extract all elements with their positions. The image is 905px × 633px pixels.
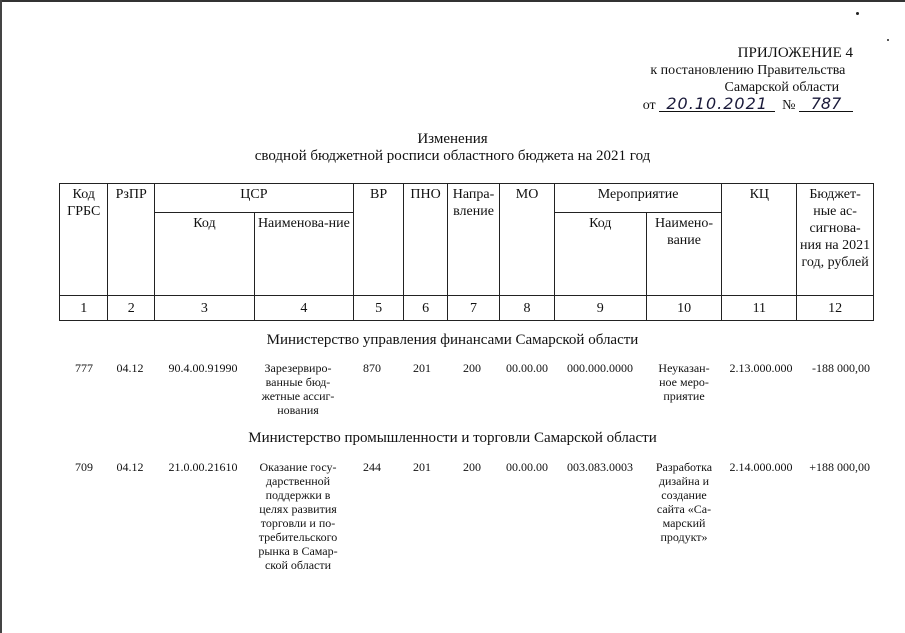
header-mo: МО bbox=[500, 184, 555, 296]
cell-mer-kod: 000.000.0000 bbox=[567, 361, 633, 375]
cell-csr-name: Оказание госу-дарственной поддержки в целях развития торговли и по-требительского рынка в Самар-ской области bbox=[258, 460, 338, 572]
appendix-line-2: к постановлению Правительства bbox=[650, 63, 846, 78]
header-vr: ВР bbox=[353, 184, 403, 296]
section-title-ministry-finance: Министерство управления финансами Самарской области bbox=[266, 332, 639, 348]
appendix-line-3: Самарской области bbox=[724, 80, 840, 95]
document-title bbox=[0, 131, 905, 165]
cell-napravlenie: 200 bbox=[463, 460, 481, 474]
document-title-line-1: Изменения bbox=[417, 131, 488, 147]
date-prefix: от bbox=[642, 98, 656, 113]
cell-mo: 00.00.00 bbox=[506, 361, 548, 375]
handwritten-number: 787 bbox=[799, 96, 853, 112]
column-number: 9 bbox=[554, 296, 646, 321]
cell-vr: 244 bbox=[363, 460, 381, 474]
header-meropriyatie: Мероприятие bbox=[554, 184, 722, 213]
column-number: 6 bbox=[404, 296, 447, 321]
scan-speck bbox=[887, 39, 889, 41]
header-mer-kod: Код bbox=[554, 213, 646, 296]
cell-rzpr: 04.12 bbox=[116, 460, 144, 474]
header-kc: КЦ bbox=[722, 184, 797, 296]
budget-table-header bbox=[59, 183, 874, 321]
header-mer-name: Наимено-вание bbox=[646, 213, 722, 296]
handwritten-date: 20.10.2021 bbox=[659, 96, 775, 112]
header-csr-kod: Код bbox=[154, 213, 254, 296]
cell-csr-kod: 90.4.00.91990 bbox=[168, 361, 238, 375]
cell-csr-kod: 21.0.00.21610 bbox=[168, 460, 238, 474]
header-csr: ЦСР bbox=[154, 184, 353, 213]
appendix-title: ПРИЛОЖЕНИЕ 4 bbox=[737, 45, 853, 61]
header-budget: Бюджет-ные ас-сигнова-ния на 2021 год, рублей bbox=[797, 184, 874, 296]
scan-left-edge bbox=[0, 0, 2, 633]
cell-grbs: 777 bbox=[75, 361, 93, 375]
cell-kc: 2.14.000.000 bbox=[729, 460, 793, 474]
header-pno: ПНО bbox=[404, 184, 447, 296]
cell-vr: 870 bbox=[363, 361, 381, 375]
cell-mer-name: Неуказан-ное меро-приятие bbox=[658, 361, 710, 403]
cell-mer-name: Разработка дизайна и создание сайта «Са-марский продукт» bbox=[655, 460, 713, 544]
scan-speck bbox=[856, 12, 859, 15]
column-number: 2 bbox=[108, 296, 154, 321]
column-number: 11 bbox=[722, 296, 797, 321]
scan-top-edge bbox=[0, 0, 905, 2]
cell-mer-kod: 003.083.0003 bbox=[567, 460, 633, 474]
cell-rzpr: 04.12 bbox=[116, 361, 144, 375]
column-number: 12 bbox=[797, 296, 874, 321]
column-number: 1 bbox=[60, 296, 108, 321]
column-number: 5 bbox=[353, 296, 403, 321]
cell-amount: +188 000,00 bbox=[809, 460, 870, 474]
column-number: 7 bbox=[447, 296, 500, 321]
cell-csr-name: Зарезервиро-ванные бюд-жетные ассиг-нования bbox=[261, 361, 335, 417]
cell-pno: 201 bbox=[413, 460, 431, 474]
cell-napravlenie: 200 bbox=[463, 361, 481, 375]
header-csr-name: Наименова-ние bbox=[254, 213, 353, 296]
appendix-block bbox=[643, 45, 853, 114]
header-column-numbers bbox=[60, 296, 874, 321]
header-napravlenie: Напра-вление bbox=[447, 184, 500, 296]
section-title-ministry-industry: Министерство промышленности и торговли Самарской области bbox=[248, 430, 657, 446]
cell-pno: 201 bbox=[413, 361, 431, 375]
header-kod-grbs: Код ГРБС bbox=[60, 184, 108, 296]
cell-mo: 00.00.00 bbox=[506, 460, 548, 474]
column-number: 3 bbox=[154, 296, 254, 321]
cell-kc: 2.13.000.000 bbox=[729, 361, 793, 375]
appendix-date-line bbox=[643, 96, 853, 114]
column-number: 4 bbox=[254, 296, 353, 321]
cell-amount: -188 000,00 bbox=[812, 361, 870, 375]
column-number: 10 bbox=[646, 296, 722, 321]
header-rzpr: РзПР bbox=[108, 184, 154, 296]
cell-grbs: 709 bbox=[75, 460, 93, 474]
number-prefix: № bbox=[782, 98, 796, 113]
document-title-line-2: сводной бюджетной росписи областного бюджета на 2021 год bbox=[254, 148, 651, 164]
column-number: 8 bbox=[500, 296, 555, 321]
